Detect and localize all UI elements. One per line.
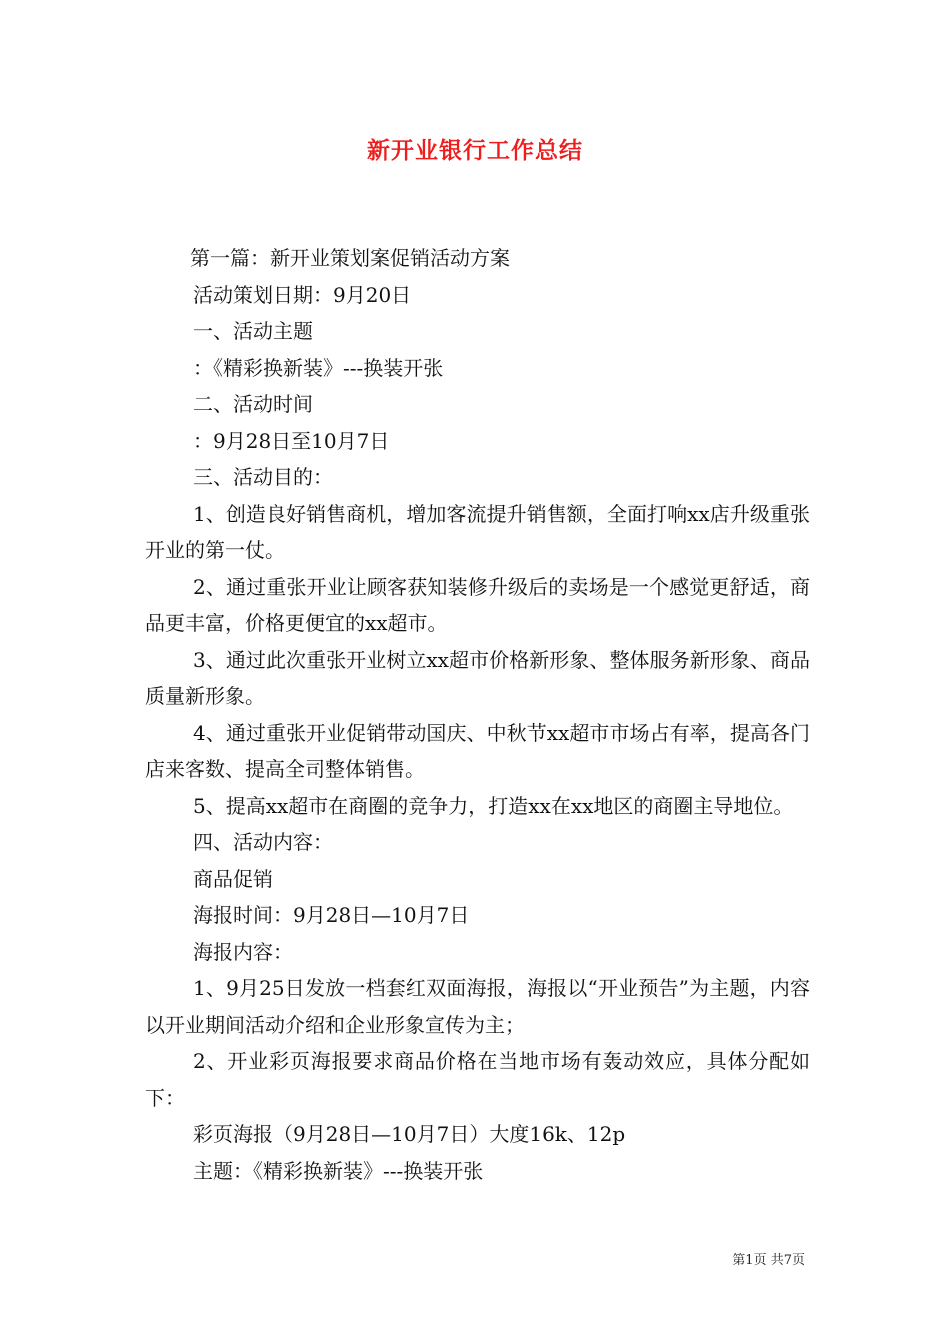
- paragraph-section-time: 二、活动时间: [193, 392, 313, 416]
- paragraph-poster-theme: 主题：《精彩换新装》---换装开张: [193, 1158, 484, 1183]
- footer-middle: 页 共: [753, 1253, 784, 1268]
- paragraph-poster-content-label: 海报内容：: [193, 939, 293, 964]
- paragraph-poster-time: 海报时间：9月28日—10月7日: [193, 903, 470, 927]
- paragraph-time-content: ：9月28日至10月7日: [193, 428, 390, 453]
- paragraph-section-content: 四、活动内容：: [193, 830, 333, 854]
- footer-prefix: 第: [732, 1253, 746, 1268]
- paragraph-plan-date: 活动策划日期：9月20日: [193, 282, 412, 307]
- paragraph-section-purpose: 三、活动目的：: [193, 465, 333, 489]
- paragraph-color-poster: 彩页海报（9月28日—10月7日）大度16k、12p: [193, 1122, 626, 1146]
- paragraph-purpose-5: 5、提高xx超市在商圈的竞争力，打造xx在xx地区的商圈主导地位。: [193, 793, 794, 818]
- paragraph-purpose-1: 1、创造良好销售商机，增加客流提升销售额，全面打响xx店升级重张开业的第一仗。: [145, 501, 810, 562]
- paragraph-chapter-heading: 第一篇：新开业策划案促销活动方案: [190, 246, 510, 270]
- paragraph-purpose-3: 3、通过此次重张开业树立xx超市价格新形象、整体服务新形象、商品质量新形象。: [145, 647, 810, 708]
- paragraph-purpose-4: 4、通过重张开业促销带动国庆、中秋节xx超市市场占有率，提高各门店来客数、提高全司整体销售。: [145, 720, 810, 781]
- paragraph-poster-item-2: 2、开业彩页海报要求商品价格在当地市场有轰动效应，具体分配如下：: [145, 1049, 810, 1110]
- document-title: 新开业银行工作总结: [367, 138, 583, 164]
- paragraph-theme-content: ：《精彩换新装》---换装开张: [193, 355, 444, 380]
- paragraph-poster-item-1: 1、9月25日发放一档套红双面海报，海报以“开业预告”为主题，内容以开业期间活动介绍和企业形象宣传为主；: [145, 976, 810, 1037]
- paragraph-purpose-2: 2、通过重张开业让顾客获知装修升级后的卖场是一个感觉更舒适，商品更丰富，价格更便宜的xx超市。: [145, 574, 810, 635]
- paragraph-section-theme: 一、活动主题: [193, 319, 313, 343]
- footer-total-pages: 7: [783, 1253, 792, 1268]
- page-number-footer: [732, 1249, 805, 1268]
- footer-current-page: 1: [745, 1253, 754, 1268]
- paragraph-product-promotion: 商品促销: [193, 866, 273, 891]
- footer-suffix: 页: [791, 1253, 805, 1268]
- document-body: [145, 240, 810, 1189]
